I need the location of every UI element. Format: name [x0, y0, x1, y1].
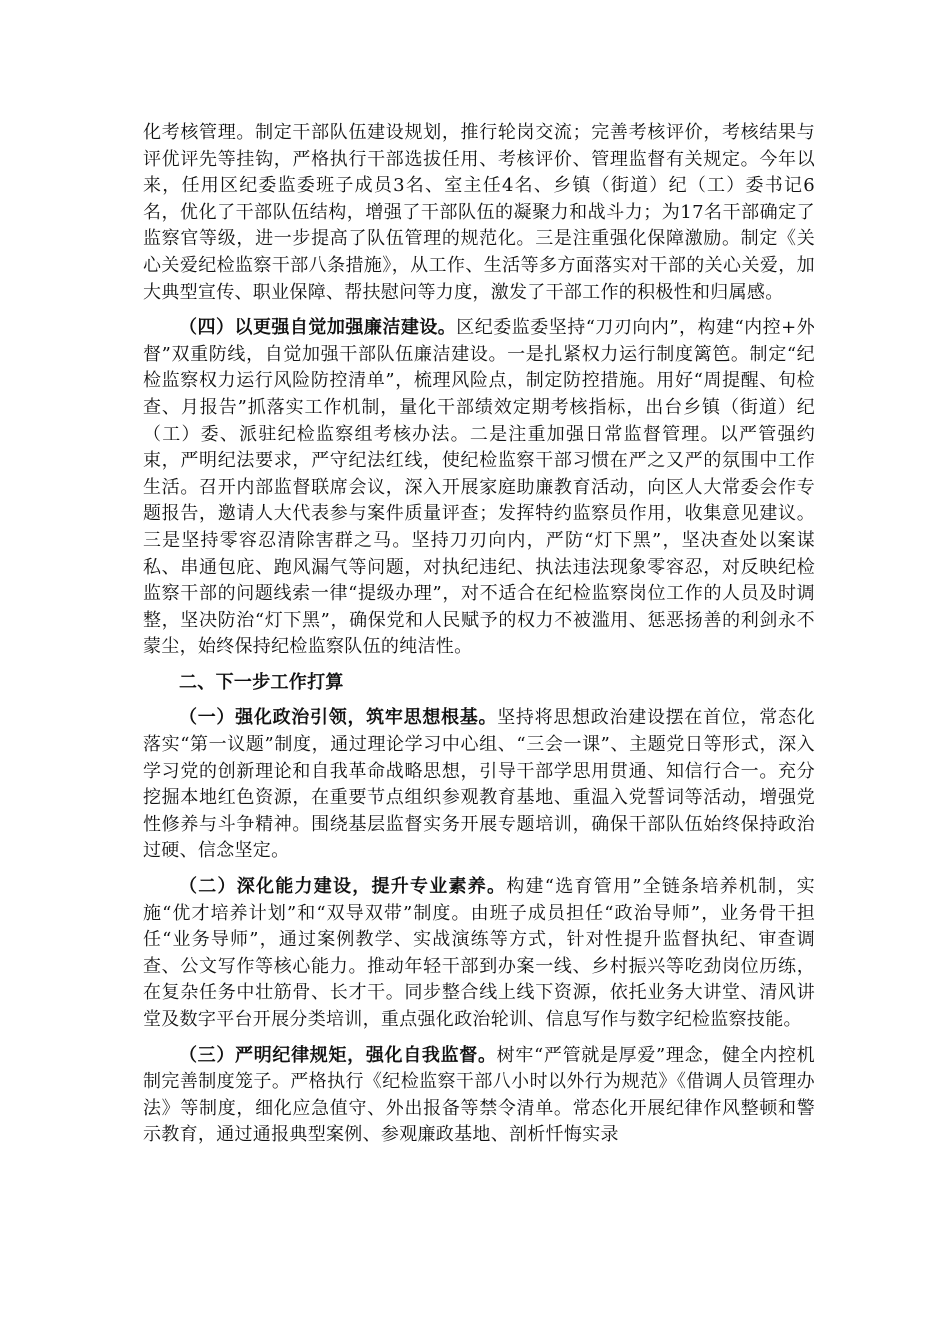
paragraph-integrity-building — [143, 315, 815, 661]
paragraph-cadre-assessment: 化考核管理。制定干部队伍建设规划，推行轮岗交流；完善考核评价，考核结果与评优评先等挂钩，严格执行干部选拔任用、考核评价、管理监督有关规定。今年以来，任用区纪委监委班子成员3名、室主任4名、乡镇（街道）纪（工）委书记6名，优化了干部队伍结构，增强了干部队伍的凝聚力和战斗力；为17名干部确定了监察官等级，进一步提高了队伍管理的规范化。三是注重强化保障激励。制定《关心关爱纪检监察干部八条措施》，从工作、生活等多方面落实对干部的关心关爱，加大典型宣传、职业保障、帮扶慰问等力度，激发了干部工作的积极性和归属感。 — [143, 122, 815, 303]
paragraph-discipline-rules — [143, 1043, 815, 1149]
paragraph-lead-heading: （一）强化政治引领，筑牢思想根基。 — [179, 707, 498, 729]
paragraph-body: 坚持将思想政治建设摆在首位，常态化落实“第一议题”制度，通过理论学习中心组、“三会一课”、主题党日等形式，深入学习党的创新理论和自我革命战略思想，引导干部学思用贯通、知信行合一。充分挖掘本地红色资源，在重要节点组织参观教育基地、重温入党誓词等活动，增强党性修养与斗争精神。围绕基层监督实务开展专题培训，确保干部队伍始终保持政治过硬、信念坚定。 — [143, 707, 815, 862]
paragraph-political-guidance — [143, 705, 815, 865]
paragraph-lead-heading: （二）深化能力建设，提升专业素养。 — [179, 876, 507, 898]
paragraph-body: 树牢“严管就是厚爱”理念，健全内控机制完善制度笼子。严格执行《纪检监察干部八小时以外行为规范》《借调人员管理办法》等制度，细化应急值守、外出报备等禁令清单。常态化开展纪律作风整顿和警示教育，通过通报典型案例、参观廉政基地、剖析忏悔实录 — [143, 1044, 815, 1146]
paragraph-body: 构建“选育管用”全链条培养机制，实施“优才培养计划”和“双导双带”制度。由班子成员担任“政治导师”，业务骨干担任“业务导师”，通过案例教学、实战演练等方式，针对性提升监督执纪、审查调查、公文写作等核心能力。推动年轻干部到办案一线、乡村振兴等吃劲岗位历练，在复杂任务中壮筋骨、长才干。同步整合线上线下资源，依托业务大讲堂、清风讲堂及数字平台开展分类培训，重点强化政治轮训、信息写作与数字纪检监察技能。 — [143, 876, 815, 1030]
paragraph-capability-building — [143, 874, 815, 1034]
paragraph-lead-heading: （四）以更强自觉加强廉洁建设。 — [179, 317, 457, 339]
paragraph-body: 区纪委监委坚持“刀刃向内”，构建“内控+外督”双重防线，自觉加强干部队伍廉洁建设。一是扎紧权力运行制度篱笆。制定“纪检监察权力运行风险防控清单”，梳理风险点，制定防控措施。用好“周提醒、旬检查、月报告”抓落实工作机制，量化干部绩效定期考核指标，出台乡镇（街道）纪（工）委、派驻纪检监察组考核办法。二是注重加强日常监督管理。以严管强约束，严明纪法要求，严守纪法红线，使纪检监察干部习惯在严之又严的氛围中工作生活。召开内部监督联席会议，深入开展家庭助廉教育活动，向区人大常委会作专题报告，邀请人大代表参与案件质量评查；发挥特约监察员作用，收集意见建议。三是坚持零容忍清除害群之马。坚持刀刃向内，严防“灯下黑”，坚决查处以案谋私、串通包庇、跑风漏气等问题，对执纪违纪、执法违法现象零容忍，对反映纪检监察干部的问题线索一律“提级办理”，对不适合在纪检监察岗位工作的人员及时调整，坚决防治“灯下黑”，确保党和人民赋予的权力不被滥用、惩恶扬善的利剑永不蒙尘，始终保持纪检监察队伍的纯洁性。 — [143, 317, 815, 658]
document-page — [143, 120, 815, 1158]
section-heading: 二、下一步工作打算 — [179, 671, 344, 693]
paragraph-lead-heading: （三）严明纪律规矩，强化自我监督。 — [179, 1044, 497, 1066]
